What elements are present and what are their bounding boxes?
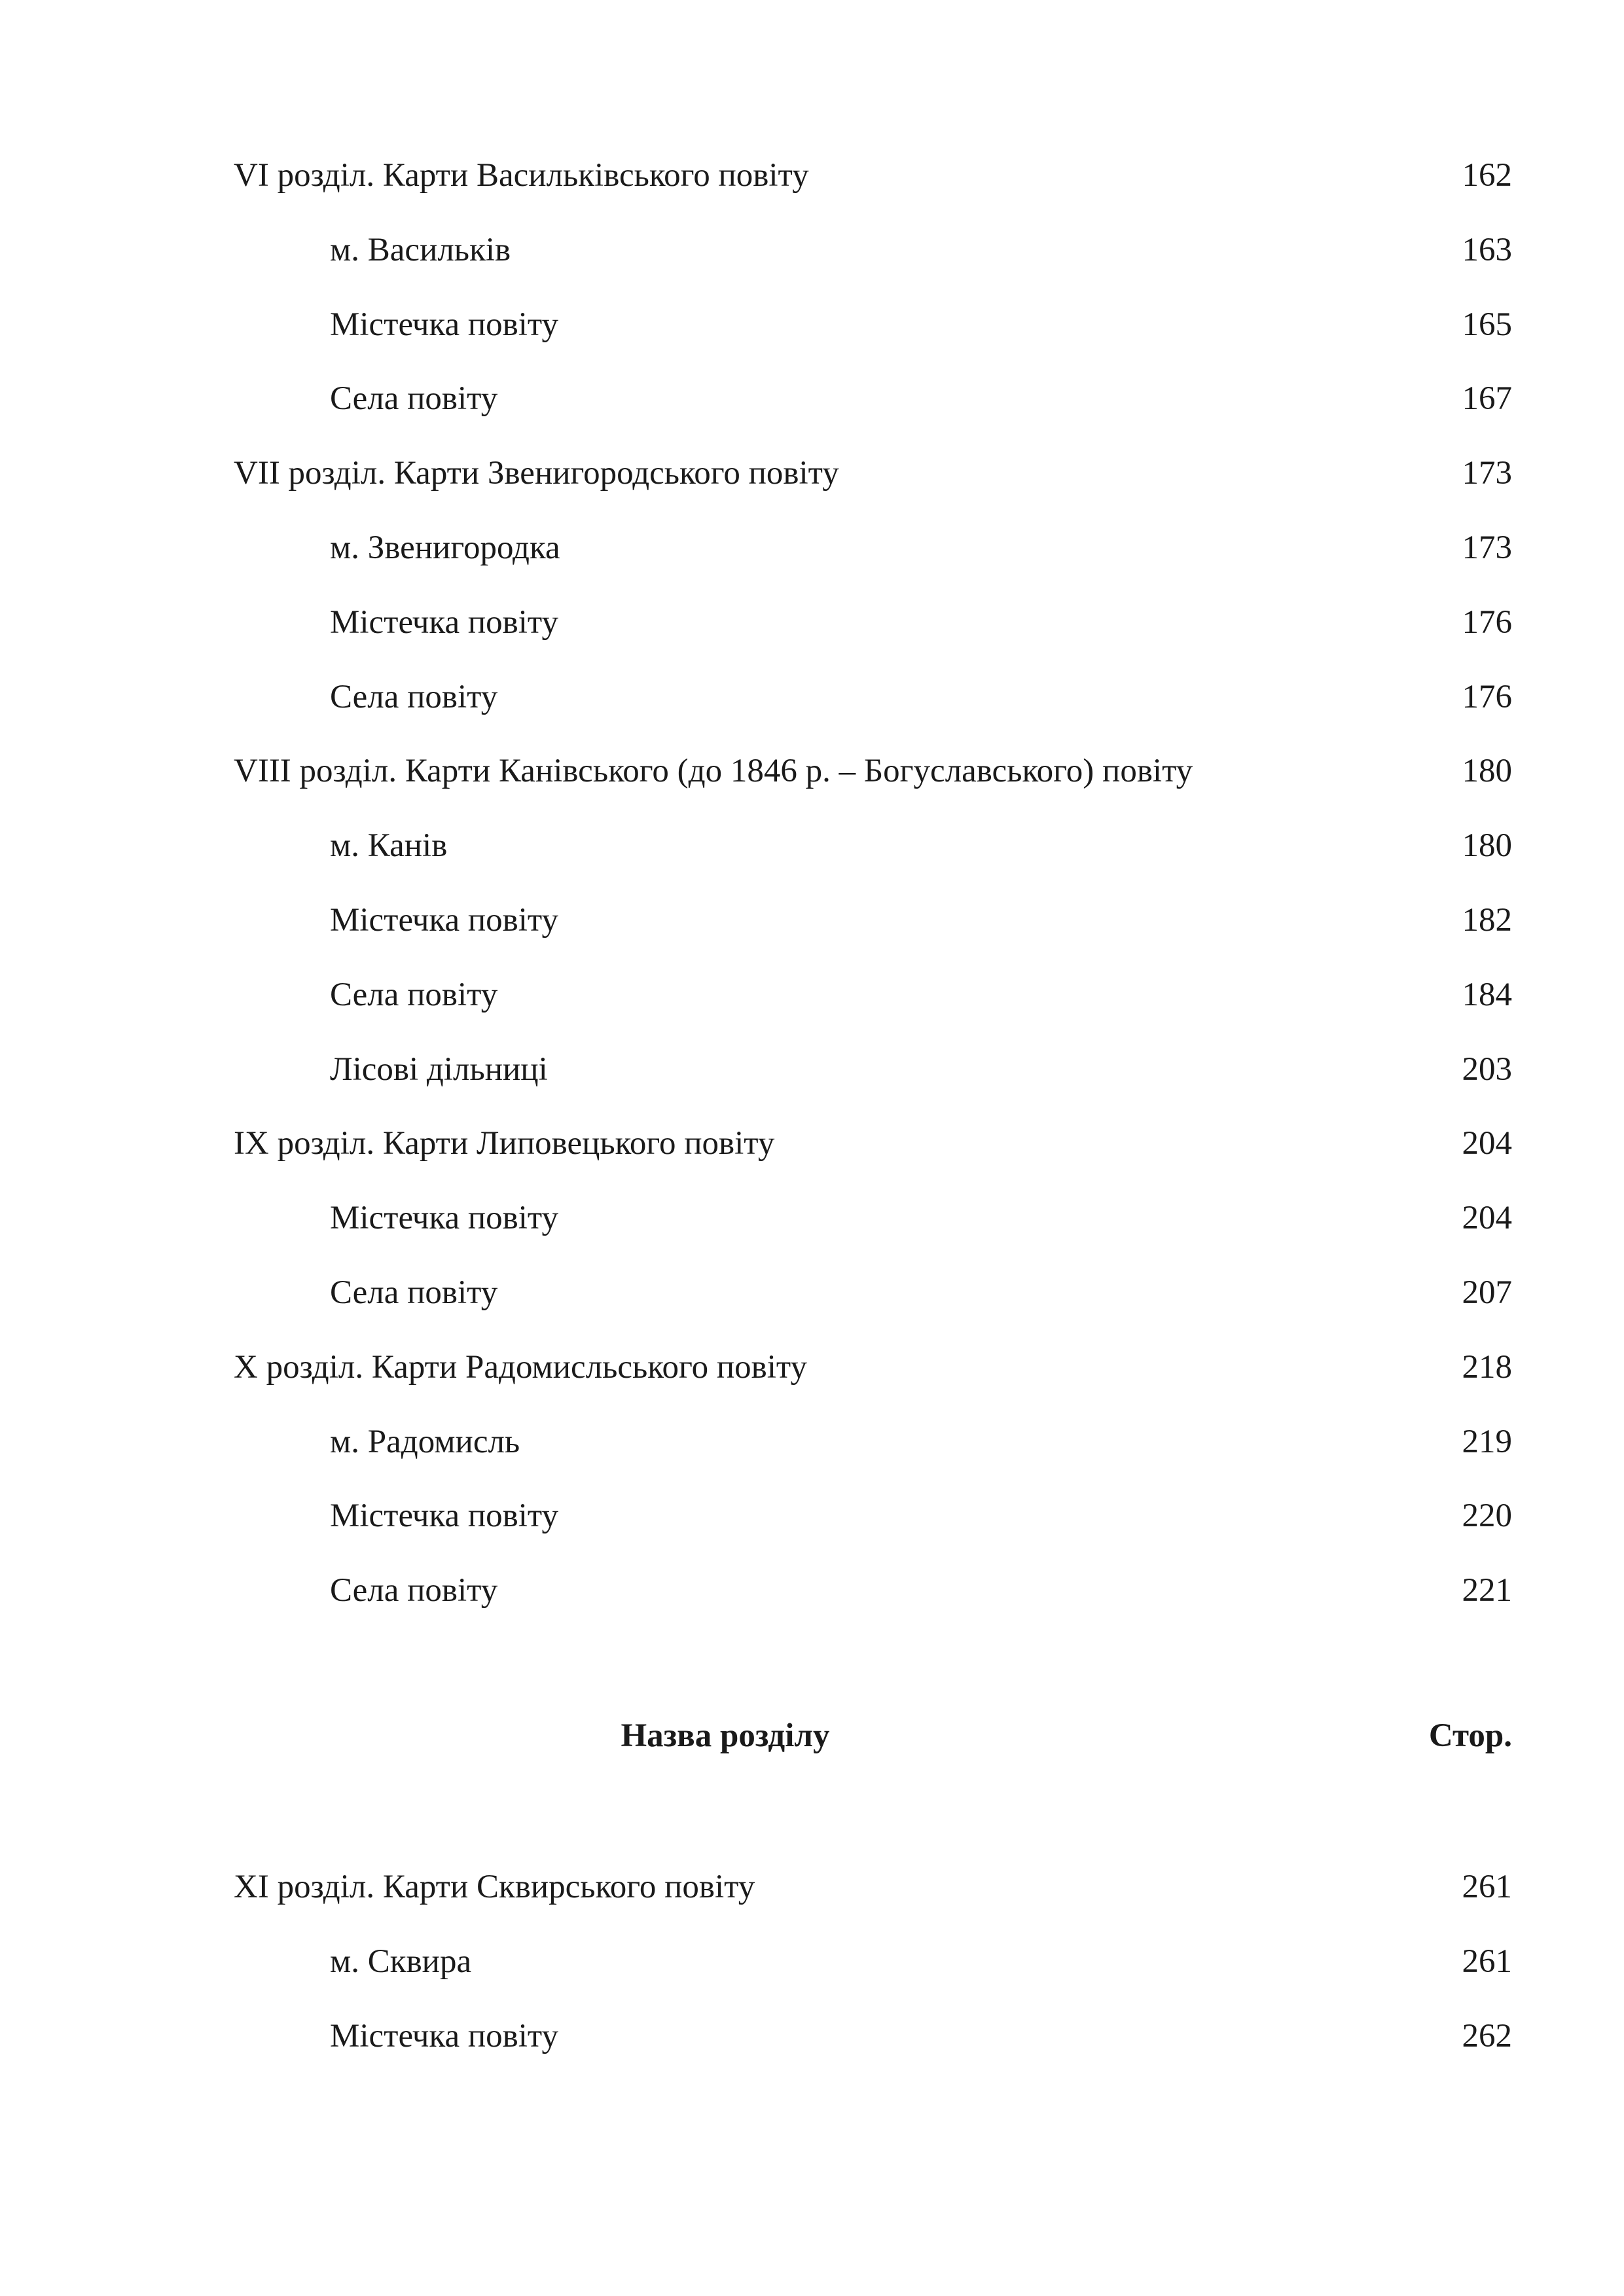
toc-entry-title: Села повіту	[330, 380, 498, 418]
toc-entry-page: 180	[1462, 827, 1512, 865]
toc-entry-title: м. Звенигородка	[330, 529, 560, 566]
toc-entry	[234, 1850, 1512, 1925]
toc-entry-title: VI розділ. Карти Васильківського повіту	[234, 157, 809, 194]
toc-entry-page: 204	[1462, 1200, 1512, 1237]
toc-list	[234, 1850, 1512, 2073]
toc-entry	[234, 1479, 1512, 1554]
toc-entry	[234, 1405, 1512, 1480]
toc-list	[234, 139, 1512, 1628]
toc-entry-title: Лісові дільниці	[330, 1050, 548, 1088]
toc-entry-page: 261	[1462, 1869, 1512, 1905]
toc-entry-title: Містечка повіту	[330, 1498, 559, 1535]
toc-entry-page: 207	[1462, 1274, 1512, 1311]
toc-entry	[234, 288, 1512, 363]
toc-entry-title: IX розділ. Карти Липовецького повіту	[234, 1125, 775, 1162]
toc-entry-page: 261	[1462, 1943, 1512, 1980]
toc-entry-page: 180	[1462, 753, 1512, 790]
toc-entry-title: XI розділ. Карти Сквирського повіту	[234, 1869, 755, 1905]
toc-entry-page: 218	[1462, 1348, 1512, 1386]
toc-entry-page: 203	[1462, 1050, 1512, 1088]
toc-entry-page: 219	[1462, 1423, 1512, 1460]
toc-entry-page: 173	[1462, 529, 1512, 566]
toc-entry	[234, 586, 1512, 660]
column-header-page: Стор.	[1428, 1717, 1512, 1754]
toc-entry-page: 220	[1462, 1498, 1512, 1535]
toc-entry-page: 182	[1462, 901, 1512, 939]
toc-entry-title: Села повіту	[330, 976, 498, 1013]
toc-entry	[234, 884, 1512, 958]
toc-entry-title: Села повіту	[330, 1274, 498, 1311]
toc-entry	[234, 437, 1512, 511]
toc-entry	[234, 362, 1512, 437]
toc-entry-title: Містечка повіту	[330, 603, 559, 641]
toc-entry-title: X розділ. Карти Радомисльського повіту	[234, 1348, 808, 1386]
toc-entry-page: 162	[1462, 157, 1512, 194]
toc-entry	[234, 511, 1512, 586]
toc-entry-title: Містечка повіту	[330, 1200, 559, 1237]
toc-entry-title: м. Васильків	[330, 231, 511, 268]
toc-entry-page: 204	[1462, 1125, 1512, 1162]
toc-entry	[234, 1181, 1512, 1256]
toc-entry	[234, 1331, 1512, 1405]
toc-entry-title: Села повіту	[330, 678, 498, 715]
toc-entry	[234, 660, 1512, 735]
toc-entry	[234, 958, 1512, 1033]
toc-entry-title: Містечка повіту	[330, 2017, 559, 2054]
table-header	[234, 1710, 1512, 1762]
toc-entry-page: 176	[1462, 603, 1512, 641]
toc-entry	[234, 2000, 1512, 2074]
column-header-section-title: Назва розділу	[621, 1717, 830, 1754]
toc-entry	[234, 809, 1512, 884]
toc-entry-page: 163	[1462, 231, 1512, 268]
toc-entry	[234, 1554, 1512, 1628]
toc-entry	[234, 734, 1512, 809]
toc-entry	[234, 1256, 1512, 1331]
toc-entry-page: 262	[1462, 2017, 1512, 2054]
toc-entry-title: Містечка повіту	[330, 306, 559, 343]
toc-entry-page: 184	[1462, 976, 1512, 1013]
toc-entry	[234, 139, 1512, 213]
toc-entry-title: м. Радомисль	[330, 1423, 520, 1460]
toc-entry-page: 165	[1462, 306, 1512, 343]
toc-entry	[234, 213, 1512, 288]
toc-entry-page: 173	[1462, 455, 1512, 492]
toc-entry-page: 221	[1462, 1572, 1512, 1609]
toc-entry-title: Села повіту	[330, 1572, 498, 1609]
toc-entry	[234, 1107, 1512, 1181]
toc-entry-title: Містечка повіту	[330, 901, 559, 939]
toc-entry-page: 176	[1462, 678, 1512, 715]
toc-entry	[234, 1925, 1512, 2000]
toc-entry-title: м. Канів	[330, 827, 448, 865]
toc-entry-title: VIII розділ. Карти Канівського (до 1846 р. – Богуславського) повіту	[234, 753, 1193, 790]
toc-entry-title: м. Сквира	[330, 1943, 472, 1980]
toc-entry-page: 167	[1462, 380, 1512, 418]
toc-entry-title: VII розділ. Карти Звенигородського повіту	[234, 455, 839, 492]
toc-entry	[234, 1033, 1512, 1107]
